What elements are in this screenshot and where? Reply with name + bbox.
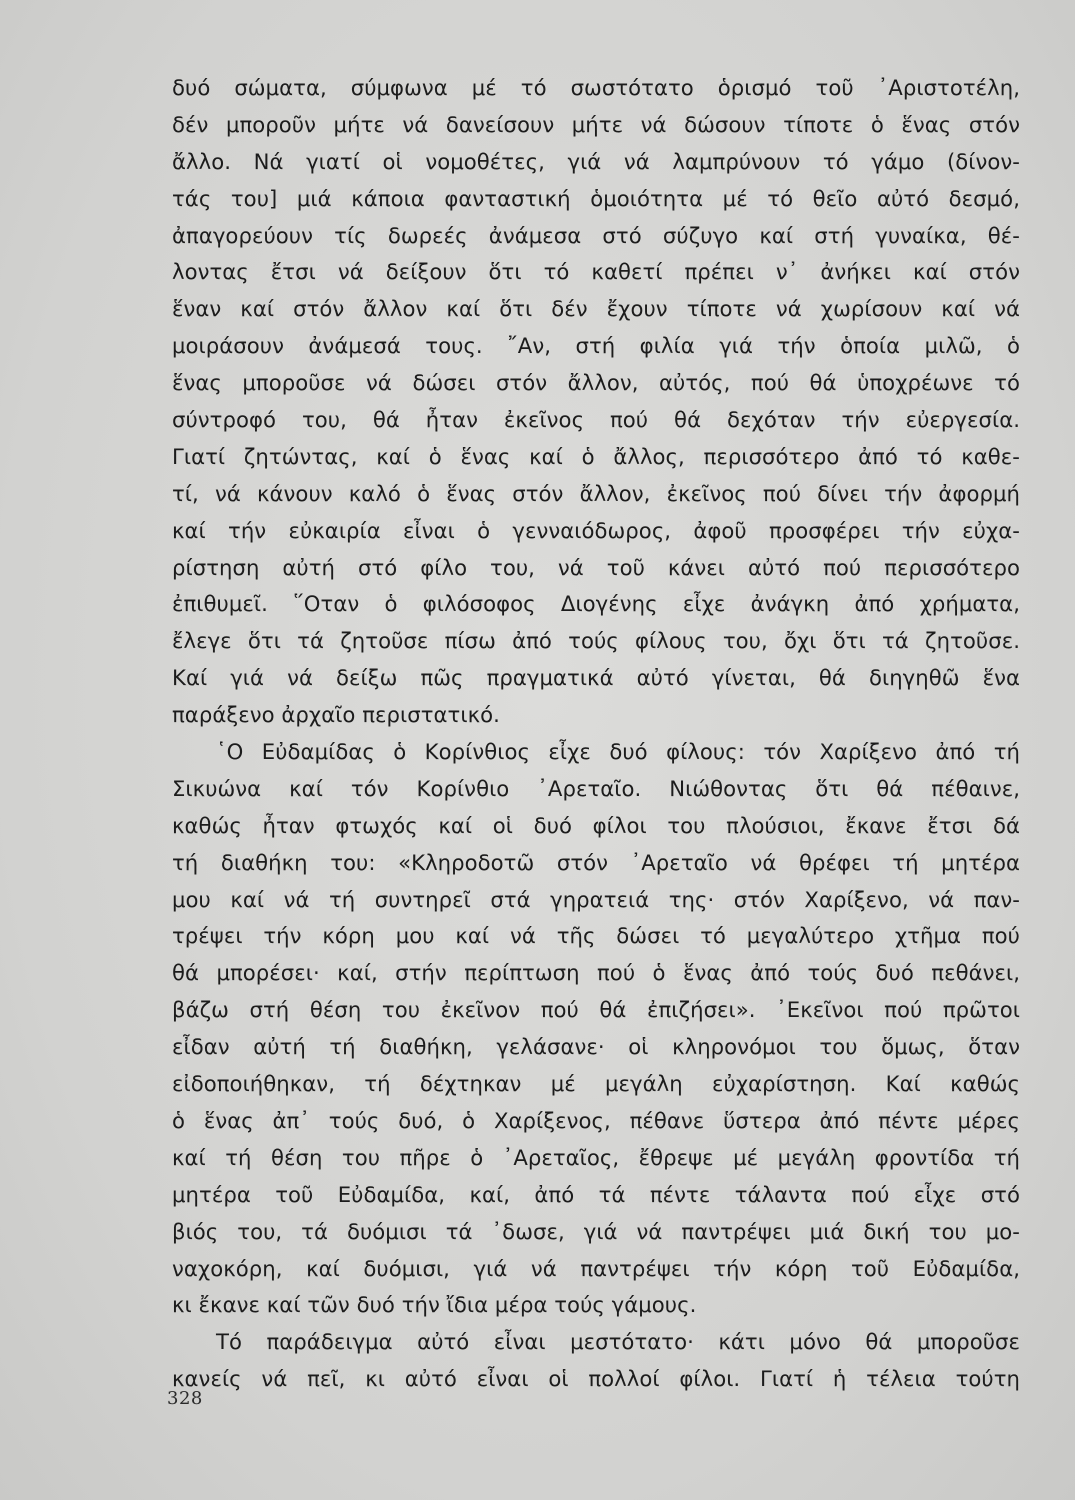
body-text <box>172 70 1020 1398</box>
text-line: βιός του, τά δυόμισι τά ᾿δωσε, γιά νά παντρέψει μιά δική του μο- <box>172 1218 1020 1244</box>
text-line: κι ἔκανε καί τῶν δυό τήν ἴδια μέρα τούς γάμους. <box>172 1292 697 1318</box>
text-line: μοιράσουν ἀνάμεσά τους. ῎Αν, στή φιλία γιά τήν ὁποία μιλῶ, ὁ <box>172 333 1020 359</box>
text-line: ρίστηση αὐτή στό φίλο του, νά τοῦ κάνει αὐτό πού περισσότερο <box>172 554 1020 580</box>
text-line: καί τή θέση του πῆρε ὁ ᾿Αρεταῖος, ἔθρεψε μέ μεγάλη φροντίδα τή <box>172 1144 1020 1170</box>
text-line: τί, νά κάνουν καλό ὁ ἕνας στόν ἄλλον, ἐκεῖνος πού δίνει τήν ἀφορμή <box>172 480 1020 506</box>
text-line: ῾Ο Εὐδαμίδας ὁ Κορίνθιος εἶχε δυό φίλους: τόν Χαρίξενο ἀπό τή <box>216 739 1020 765</box>
text-line: μου καί νά τή συντηρεῖ στά γηρατειά της· στόν Χαρίξενο, νά παν- <box>172 886 1020 912</box>
text-line: εἶδαν αὐτή τή διαθήκη, γελάσανε· οἱ κληρονόμοι του ὅμως, ὅταν <box>172 1034 1020 1060</box>
text-line: σύντροφό του, θά ἦταν ἐκεῖνος πού θά δεχόταν τήν εὐεργεσία. <box>172 407 1020 433</box>
text-line: λοντας ἔτσι νά δείξουν ὅτι τό καθετί πρέπει ν᾿ ἀνήκει καί στόν <box>172 259 1020 285</box>
text-line: καί τήν εὐκαιρία εἶναι ὁ γενναιόδωρος, ἀφοῦ προσφέρει τήν εὐχα- <box>172 517 1020 543</box>
text-line: Γιατί ζητώντας, καί ὁ ἕνας καί ὁ ἄλλος, περισσότερο ἀπό τό καθε- <box>172 443 1020 469</box>
text-line: Τό παράδειγμα αὐτό εἶναι μεστότατο· κάτι μόνο θά μποροῦσε <box>216 1329 1020 1355</box>
text-line: Σικυώνα καί τόν Κορίνθιο ᾿Αρεταῖο. Νιώθοντας ὅτι θά πέθαινε, <box>172 775 1020 801</box>
text-line: θά μπορέσει· καί, στήν περίπτωση πού ὁ ἕνας ἀπό τούς δυό πεθάνει, <box>172 960 1020 986</box>
text-line: ἕνας μποροῦσε νά δώσει στόν ἄλλον, αὐτός, πού θά ὑποχρέωνε τό <box>172 370 1020 396</box>
text-line: τρέψει τήν κόρη μου καί νά τῆς δώσει τό μεγαλύτερο χτῆμα πού <box>172 923 1020 949</box>
page-number: 328 <box>167 1388 203 1409</box>
text-line: τάς του] μιά κάποια φανταστική ὁμοιότητα μέ τό θεῖο αὐτό δεσμό, <box>172 185 1020 211</box>
text-line: βάζω στή θέση του ἐκεῖνον πού θά ἐπιζήσει». ᾿Εκεῖνοι πού πρῶτοι <box>172 997 1020 1023</box>
text-line: καθώς ἦταν φτωχός καί οἱ δυό φίλοι του πλούσιοι, ἔκανε ἔτσι δά <box>172 812 1020 838</box>
text-line: μητέρα τοῦ Εὐδαμίδα, καί, ἀπό τά πέντε τάλαντα πού εἶχε στό <box>172 1181 1020 1207</box>
text-line: δυό σώματα, σύμφωνα μέ τό σωστότατο ὁρισμό τοῦ ᾿Αριστοτέλη, <box>172 75 1020 100</box>
text-line: τή διαθήκη του: «Κληροδοτῶ στόν ᾿Αρεταῖο νά θρέφει τή μητέρα <box>172 849 1020 875</box>
text-line: ἄλλο. Νά γιατί οἱ νομοθέτες, γιά νά λαμπρύνουν τό γάμο (δίνον- <box>172 148 1020 174</box>
text-line: ἀπαγορεύουν τίς δωρεές ἀνάμεσα στό σύζυγο καί στή γυναίκα, θέ- <box>172 222 1020 248</box>
text-line: ὁ ἕνας ἀπ᾿ τούς δυό, ὁ Χαρίξενος, πέθανε ὕστερα ἀπό πέντε μέρες <box>172 1107 1020 1133</box>
text-line: κανείς νά πεῖ, κι αὐτό εἶναι οἱ πολλοί φίλοι. Γιατί ἡ τέλεια τούτη <box>172 1366 1020 1392</box>
text-line: Καί γιά νά δείξω πῶς πραγματικά αὐτό γίνεται, θά διηγηθῶ ἕνα <box>172 665 1020 691</box>
text-line: ἕναν καί στόν ἄλλον καί ὅτι δέν ἔχουν τίποτε νά χωρίσουν καί νά <box>172 296 1020 322</box>
text-line: ἔλεγε ὅτι τά ζητοῦσε πίσω ἀπό τούς φίλους του, ὄχι ὅτι τά ζητοῦσε. <box>172 628 1020 654</box>
text-line: δέν μποροῦν μήτε νά δανείσουν μήτε νά δώσουν τίποτε ὁ ἕνας στόν <box>172 111 1020 137</box>
text-line: ἐπιθυμεῖ. ῞Οταν ὁ φιλόσοφος Διογένης εἶχε ἀνάγκη ἀπό χρήματα, <box>172 591 1020 617</box>
text-line: παράξενο ἀρχαῖο περιστατικό. <box>172 702 500 728</box>
text-line: εἰδοποιήθηκαν, τή δέχτηκαν μέ μεγάλη εὐχαρίστηση. Καί καθώς <box>172 1071 1020 1097</box>
text-line: ναχοκόρη, καί δυόμισι, γιά νά παντρέψει τήν κόρη τοῦ Εὐδαμίδα, <box>172 1255 1020 1281</box>
